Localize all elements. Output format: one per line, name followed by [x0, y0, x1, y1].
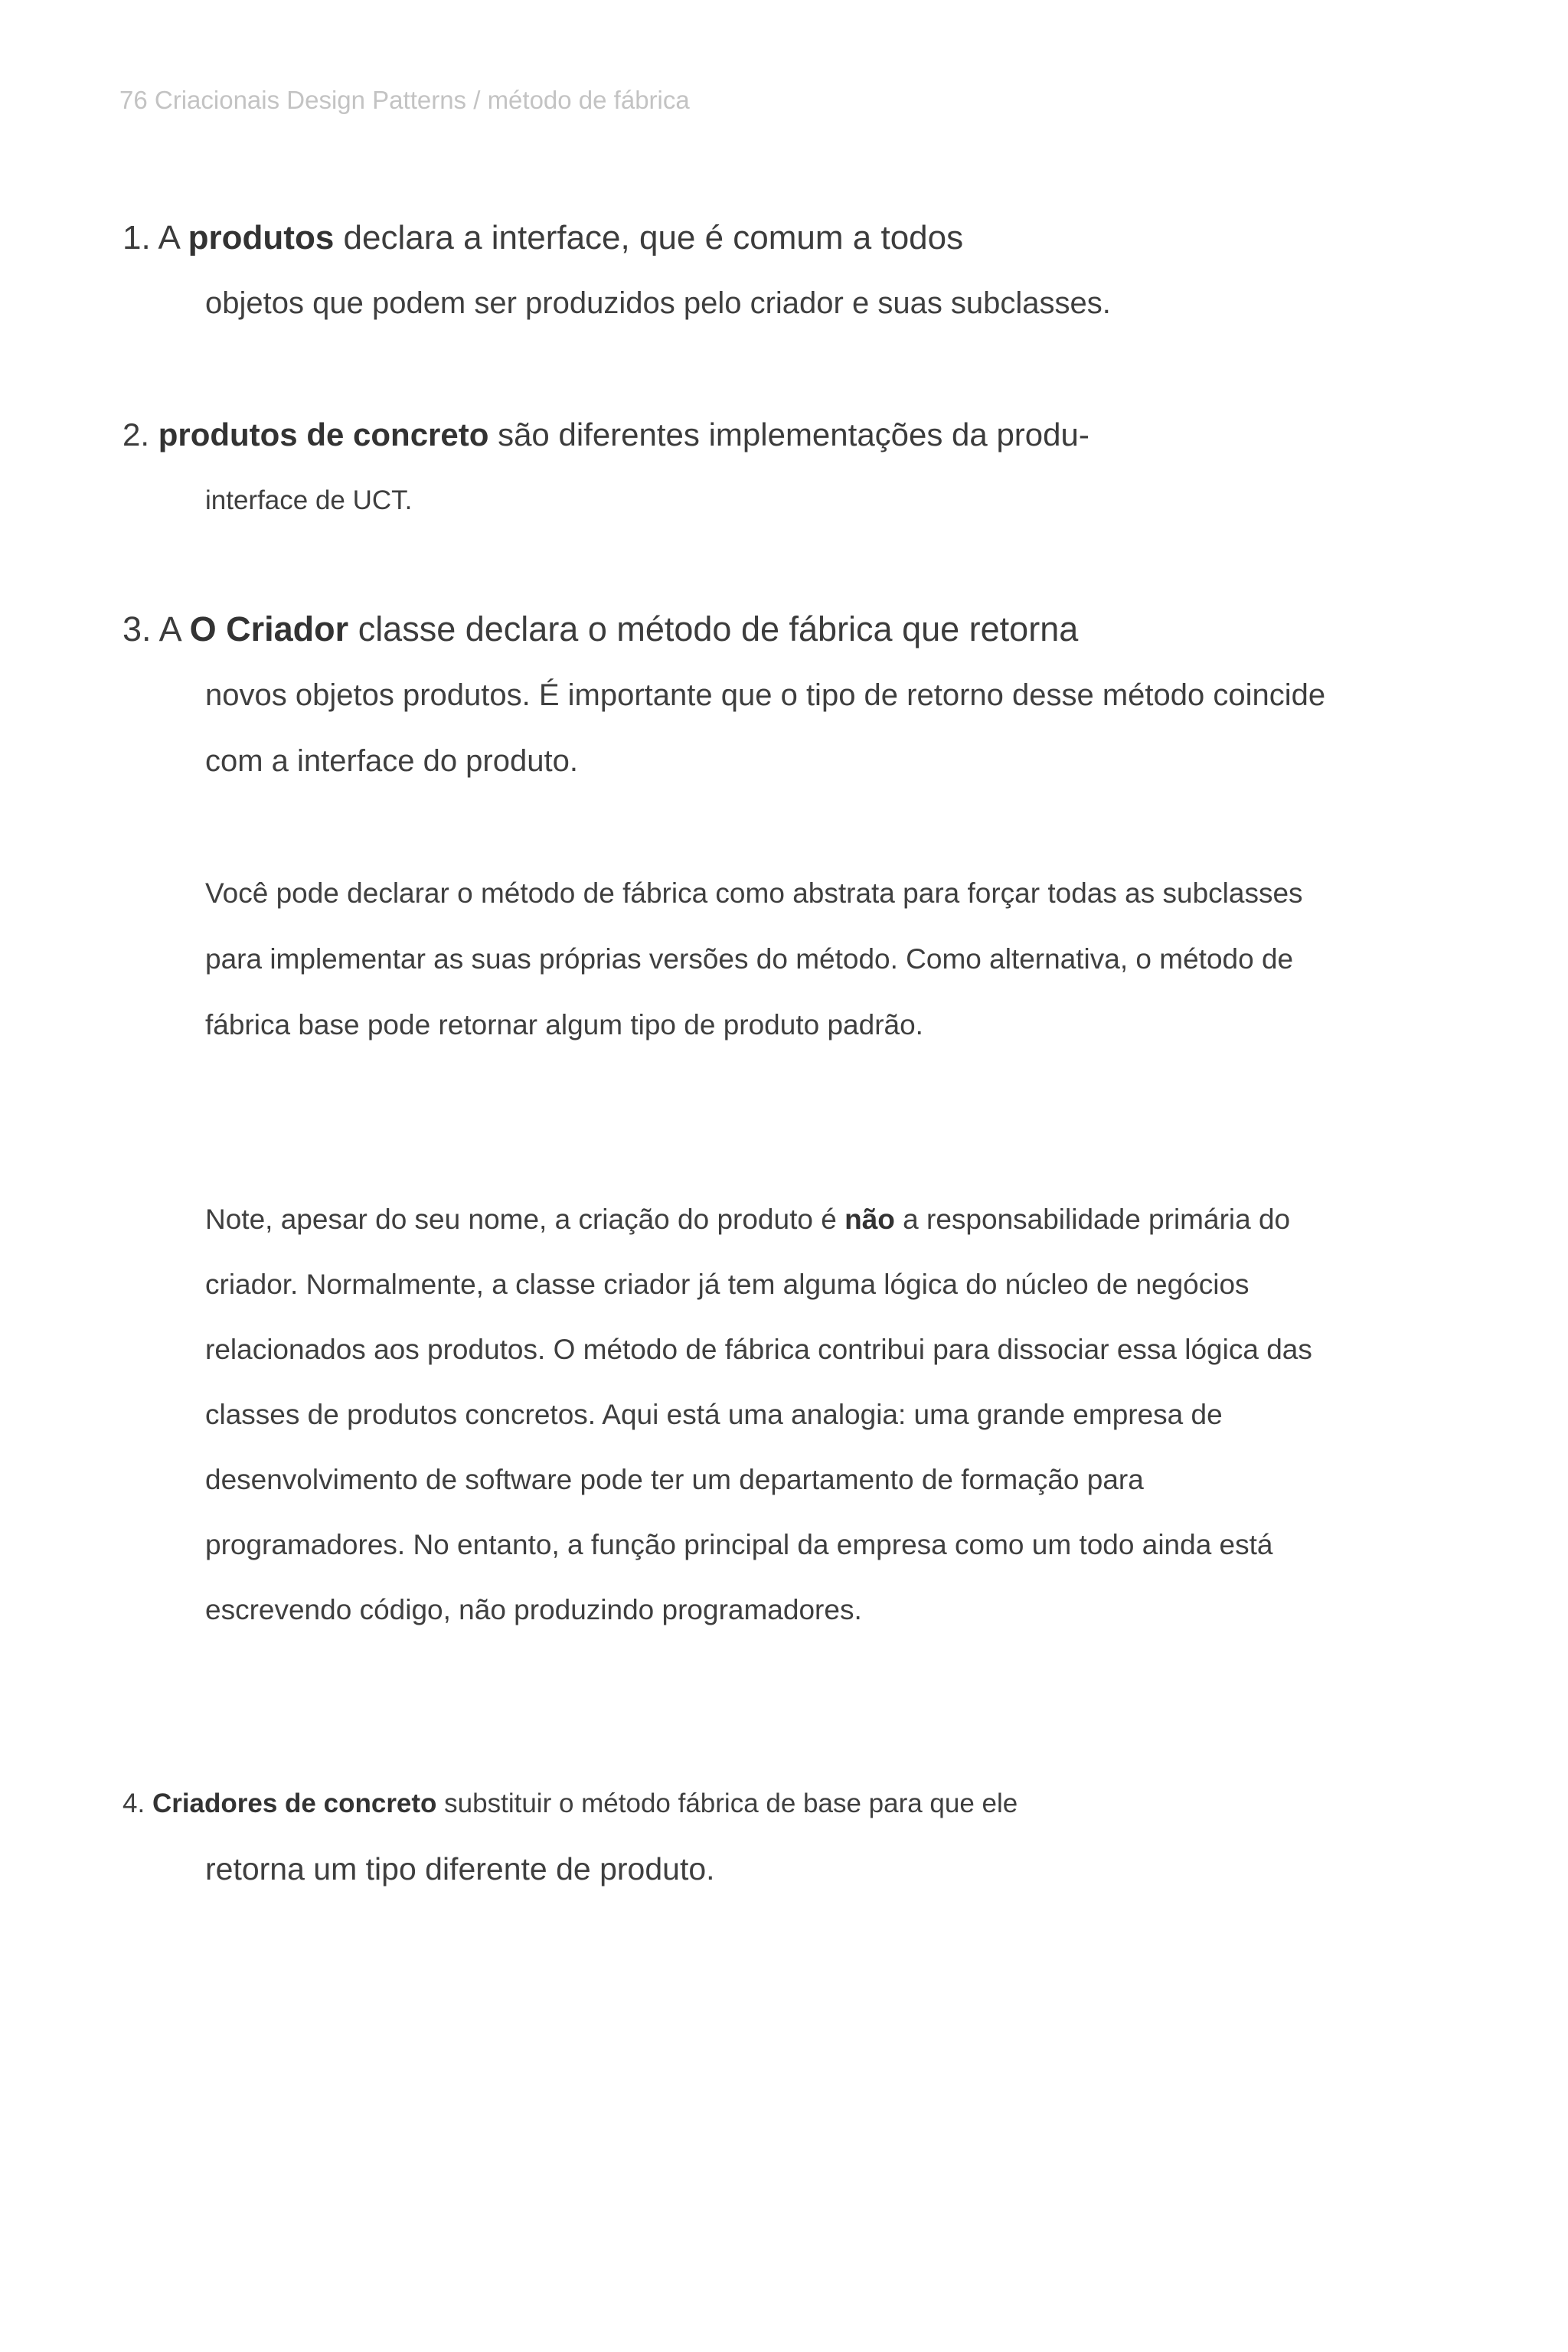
paragraph-note-line: escrevendo código, não produzindo programadores. — [205, 1594, 862, 1625]
paragraph-note-line: programadores. No entanto, a função principal da empresa como um todo ainda está — [205, 1529, 1273, 1560]
item-text: são diferentes implementações da produ- — [498, 416, 1089, 452]
list-item-3-continuation-line: com a interface do produto. — [205, 744, 578, 778]
item-text: substituir o método fábrica de base para que ele — [444, 1788, 1018, 1818]
item-term: produtos de concreto — [158, 416, 489, 452]
list-item-3 — [122, 609, 1078, 649]
list-item-3-continuation-line: novos objetos produtos. É importante que o tipo de retorno desse método coincide — [205, 678, 1326, 712]
list-item-2 — [122, 416, 1089, 453]
item-prefix: A — [158, 609, 181, 648]
paragraph-note-line: classes de produtos concretos. Aqui está uma analogia: uma grande empresa de — [205, 1399, 1223, 1430]
list-item-1-continuation: objetos que podem ser produzidos pelo criador e suas subclasses. — [205, 286, 1111, 320]
paragraph-note-line: desenvolvimento de software pode ter um departamento de formação para — [205, 1464, 1144, 1495]
paragraph-abstract-line: para implementar as suas próprias versões do método. Como alternativa, o método de — [205, 943, 1294, 975]
item-text: classe declara o método de fábrica que retorna — [358, 609, 1079, 648]
list-item-1 — [122, 219, 963, 257]
note-text: a responsabilidade primária do — [903, 1204, 1291, 1235]
note-text: Note, apesar do seu nome, a criação do produto é — [205, 1204, 837, 1235]
list-item-4-continuation: retorna um tipo diferente de produto. — [205, 1851, 715, 1886]
list-number: 3. — [122, 609, 152, 648]
list-number: 1. — [122, 219, 151, 256]
paragraph-abstract-line: Você pode declarar o método de fábrica como abstrata para forçar todas as subclasses — [205, 877, 1303, 909]
item-term: produtos — [188, 219, 335, 256]
list-item-4 — [122, 1788, 1018, 1819]
running-header: 76 Criacionais Design Patterns / método de fábrica — [119, 86, 690, 114]
item-term: O Criador — [189, 609, 349, 648]
list-item-2-continuation: interface de UCT. — [205, 485, 413, 515]
paragraph-note-line: criador. Normalmente, a classe criador já tem alguma lógica do núcleo de negócios — [205, 1269, 1250, 1300]
note-emphasis: não — [844, 1204, 895, 1235]
paragraph-note-line — [205, 1204, 1290, 1236]
paragraph-abstract-line: fábrica base pode retornar algum tipo de produto padrão. — [205, 1009, 923, 1040]
list-number: 4. — [122, 1788, 145, 1818]
item-term: Criadores de concreto — [152, 1788, 437, 1818]
paragraph-note-line: relacionados aos produtos. O método de fábrica contribui para dissociar essa lógica das — [205, 1334, 1312, 1365]
list-number: 2. — [122, 416, 150, 452]
item-prefix: A — [158, 219, 179, 256]
item-text: declara a interface, que é comum a todos — [343, 219, 964, 256]
